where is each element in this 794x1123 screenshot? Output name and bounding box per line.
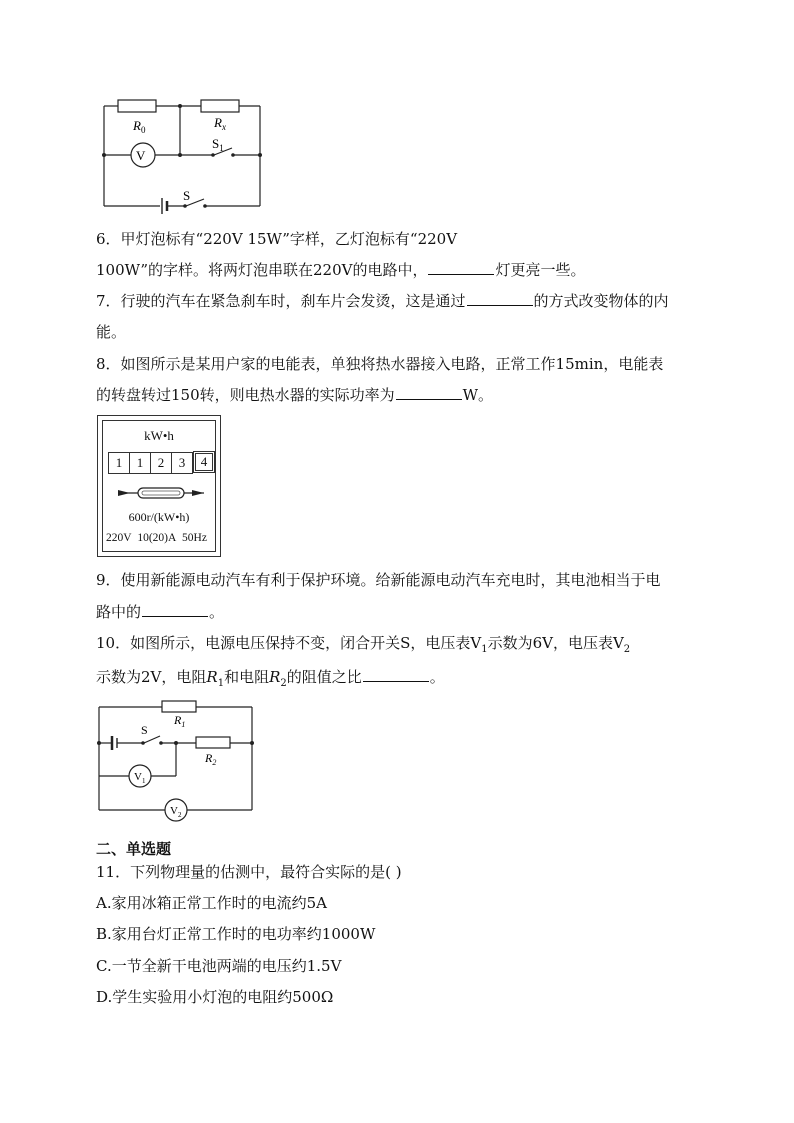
meter-rating: 600r/(kW•h) bbox=[128, 510, 190, 524]
label-r2: $R_2$ bbox=[205, 751, 217, 767]
meter-digit: 1 bbox=[108, 452, 130, 474]
label-rx: $R_x$ bbox=[214, 115, 226, 132]
q8-line2 bbox=[96, 385, 493, 405]
circuit-diagram-1 bbox=[96, 92, 271, 217]
q7-text: 7．行驶的汽车在紧急刹车时，刹车片会发烫，这是通过 bbox=[96, 292, 466, 310]
label-r0: $R_0$ bbox=[133, 118, 146, 135]
label-s1: $S_1$ bbox=[212, 136, 224, 153]
q8-answer-blank[interactable] bbox=[396, 385, 462, 400]
resistor-r2 bbox=[196, 737, 230, 748]
meter-digit: 2 bbox=[150, 452, 172, 474]
q9-text: 路中的 bbox=[96, 603, 142, 621]
label-v1: $V_1$ bbox=[134, 771, 146, 785]
q6-line2 bbox=[96, 260, 585, 280]
q6-line1: 6．甲灯泡标有“220V 15W”字样，乙灯泡标有“220V bbox=[96, 230, 458, 248]
q11-option-a[interactable]: A.家用冰箱正常工作时的电流约5A bbox=[96, 894, 327, 912]
q9-answer-blank[interactable] bbox=[142, 602, 208, 617]
q11-option-c[interactable]: C.一节全新干电池两端的电压约1.5V bbox=[96, 957, 342, 975]
meter-unit: kW•h bbox=[144, 428, 174, 443]
meter-digit: 3 bbox=[171, 452, 193, 474]
q7-line1 bbox=[96, 291, 669, 311]
section-title: 二、单选题 bbox=[96, 840, 172, 858]
resistor-r0 bbox=[118, 100, 156, 112]
label-v2: $V_2$ bbox=[170, 805, 182, 819]
meter-digit-boxed: 4 bbox=[195, 453, 213, 471]
meter-dial-icon bbox=[116, 486, 206, 500]
circuit-diagram-2 bbox=[94, 697, 260, 825]
label-s: S bbox=[141, 723, 148, 737]
q11-option-d[interactable]: D.学生实验用小灯泡的电阻约500Ω bbox=[96, 988, 334, 1006]
q8-text-end: W。 bbox=[462, 386, 494, 404]
energy-meter bbox=[97, 415, 221, 557]
q10-line1: 10．如图所示，电源电压保持不变，闭合开关S，电压表$V_1$示数为6V，电压表$V_2$ bbox=[96, 634, 631, 655]
q7-line2: 能。 bbox=[96, 323, 127, 341]
q11-stem: 11．下列物理量的估测中，最符合实际的是( ) bbox=[96, 863, 402, 881]
q11-option-b[interactable]: B.家用台灯正常工作时的电功率约1000W bbox=[96, 925, 376, 943]
q6-text-end: 灯更亮一些。 bbox=[495, 261, 586, 279]
q9-line2 bbox=[96, 602, 224, 622]
meter-frequency: 50Hz bbox=[182, 532, 207, 544]
q9-text-end: 。 bbox=[209, 603, 225, 621]
label-voltmeter: V bbox=[136, 148, 146, 163]
resistor-r1 bbox=[162, 701, 196, 712]
q8-text: 的转盘转过150转，则电热水器的实际功率为 bbox=[96, 386, 395, 404]
meter-current: 10(20)A bbox=[137, 532, 177, 544]
meter-voltage: 220V bbox=[106, 532, 132, 544]
q10-line2: 示数为2V，电阻$R_1$和电阻$R_2$的阻值之比 。 bbox=[96, 668, 445, 689]
meter-specs bbox=[106, 532, 207, 544]
q8-line1: 8．如图所示是某用户家的电能表，单独将热水器接入电路，正常工作15min，电能表 bbox=[96, 355, 664, 373]
resistor-rx bbox=[201, 100, 239, 112]
meter-digits bbox=[108, 452, 213, 474]
q6-answer-blank[interactable] bbox=[428, 260, 494, 275]
label-r1: $R_1$ bbox=[174, 713, 186, 729]
q10-answer-blank[interactable] bbox=[363, 667, 429, 682]
q9-line1: 9．使用新能源电动汽车有利于保护环境。给新能源电动汽车充电时，其电池相当于电 bbox=[96, 571, 661, 589]
q7-text-end: 的方式改变物体的内 bbox=[533, 292, 669, 310]
q6-text: 100W”的字样。将两灯泡串联在220V的电路中， bbox=[96, 261, 428, 279]
label-s: S bbox=[183, 188, 191, 203]
q7-answer-blank[interactable] bbox=[467, 291, 533, 306]
switch-s bbox=[144, 736, 160, 743]
meter-digit: 1 bbox=[129, 452, 151, 474]
